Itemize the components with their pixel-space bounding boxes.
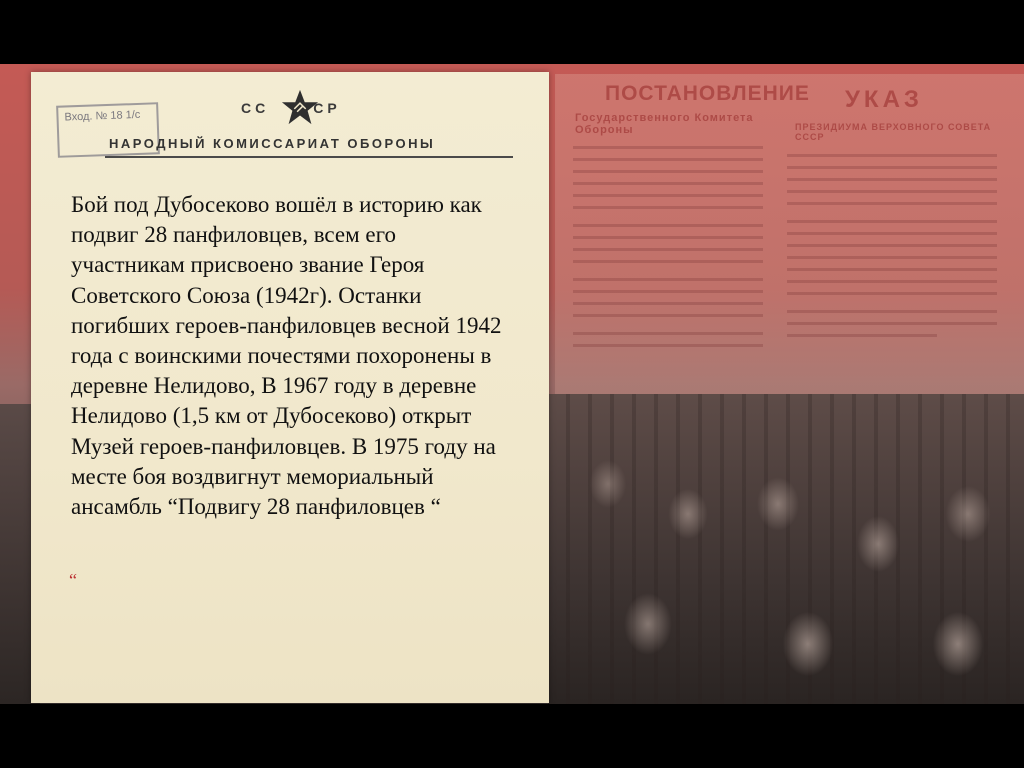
main-paragraph: Бой под Дубосеково вошёл в историю как подвиг 28 панфиловцев, всем его участникам присвоено звание Героя Советского Союза (1942г). Останки погибших героев-панфиловцев весной 1942 года с воинскими почестями похоронены в деревне Нелидово, В 1967 году в деревне Нелидово (1,5 км от Дубосеково) открыт Музей героев-панфиловцев. В 1975 году на месте боя воздвигнут мемориальный ансамбль “Подвигу 28 панфиловцев “ — [71, 192, 502, 520]
stray-quote-mark: “ — [69, 570, 77, 590]
commissariat-header: НАРОДНЫЙ КОМИССАРИАТ ОБОРОНЫ — [109, 136, 436, 151]
crowd-photo — [548, 394, 1024, 704]
newspaper-subtitle-left: Государственного Комитета Обороны — [575, 112, 754, 136]
header-ussr-right: СР — [313, 100, 341, 116]
newspaper-title-right: УКАЗ — [845, 86, 923, 113]
header-rule — [105, 156, 513, 158]
registry-stamp: Вход. № 18 1/с — [56, 102, 160, 158]
newspaper-title-left: ПОСТАНОВЛЕНИЕ — [605, 82, 810, 105]
document-sheet — [31, 72, 549, 703]
newspaper-subtitle-right: ПРЕЗИДИУМА ВЕРХОВНОГО СОВЕТА СССР — [795, 122, 992, 142]
red-star-emblem-icon — [281, 88, 319, 126]
newspaper-clipping — [555, 74, 1024, 404]
bottom-letterbox — [0, 704, 1024, 768]
top-letterbox — [0, 0, 1024, 64]
header-ussr-left: СС — [241, 100, 270, 116]
